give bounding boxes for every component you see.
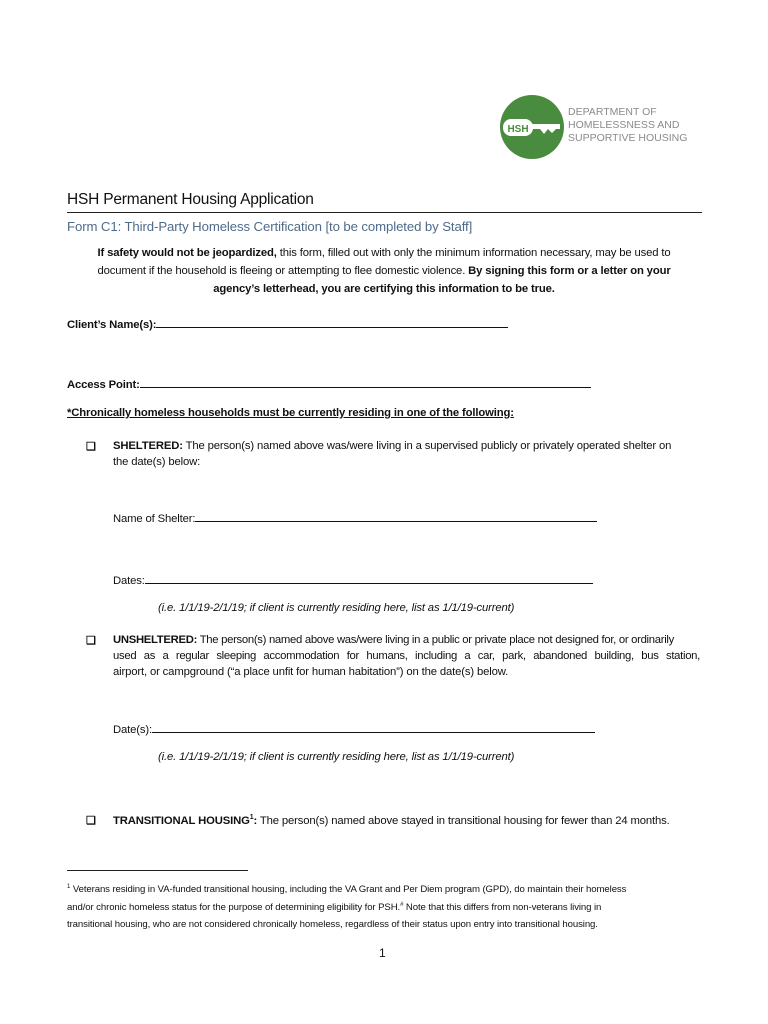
- shelter-name-label: Name of Shelter:: [113, 513, 196, 525]
- transitional-text: The person(s) named above stayed in transitional housing for fewer than 24 months.: [257, 814, 670, 827]
- intro-line-3: agency’s letterhead, you are certifying this information to be true.: [213, 283, 555, 295]
- unsheltered-line-3: airport, or campground (“a place unfit for human habitation”) on the date(s) below.: [113, 666, 509, 678]
- footnote-text-2b: Note that this differs from non-veterans living in: [403, 902, 602, 914]
- footnote-ref-hash: #: [400, 902, 404, 908]
- sheltered-dates-label: Dates:: [113, 575, 145, 587]
- footnote-rule: [67, 870, 248, 871]
- transitional-colon: :: [253, 814, 258, 827]
- page-title: HSH Permanent Housing Application: [67, 191, 314, 208]
- footnote-number: 1: [67, 884, 71, 890]
- footnote-line-3: transitional housing, who are not considered chronically homeless, regardless of their status upon entry into transitional housing.: [67, 919, 598, 930]
- title-rule: [67, 212, 702, 213]
- access-point-row: [67, 376, 591, 391]
- form-subtitle: Form C1: Third-Party Homeless Certification [to be completed by Staff]: [67, 219, 473, 234]
- unsheltered-dates-row: [113, 721, 595, 736]
- transitional-label: TRANSITIONAL HOUSING: [113, 814, 250, 827]
- shelter-name-row: [113, 510, 597, 525]
- sheltered-checkbox[interactable]: ❏: [86, 441, 96, 453]
- sheltered-label: SHELTERED:: [113, 440, 183, 452]
- access-point-label: Access Point:: [67, 379, 140, 391]
- requirement-note: *Chronically homeless households must be currently residing in one of the following:: [67, 407, 514, 419]
- footnote-ref[interactable]: 1: [249, 814, 254, 821]
- sheltered-text-1: The person(s) named above was/were living in a supervised publicly or privately operated shelter on: [182, 440, 672, 452]
- intro-text-1: this form, filled out with only the minimum information necessary, may be used to: [276, 247, 671, 259]
- shelter-name-field[interactable]: [195, 510, 597, 522]
- unsheltered-label: UNSHELTERED:: [113, 634, 198, 646]
- transitional-line: [113, 814, 670, 827]
- sheltered-dates-field[interactable]: [145, 572, 593, 584]
- unsheltered-dates-label: Date(s):: [113, 724, 152, 736]
- footnote-text-1: Veterans residing in VA-funded transitional housing, including the VA Grant and Per Diem program (GPD), do maintain their homeless: [70, 884, 627, 896]
- sheltered-line-1: [113, 440, 671, 452]
- intro-bold-2: By signing this form or a letter on your: [465, 265, 671, 277]
- logo-line-1: DEPARTMENT OF: [568, 106, 657, 118]
- access-point-field[interactable]: [140, 376, 591, 388]
- unsheltered-checkbox[interactable]: ❏: [86, 635, 96, 647]
- client-name-row: [67, 316, 508, 331]
- transitional-checkbox[interactable]: ❏: [86, 815, 96, 827]
- intro-line-2: [0, 265, 768, 277]
- unsheltered-line-1: [113, 634, 674, 646]
- hsh-logo: [498, 94, 698, 162]
- logo-line-3: SUPPORTIVE HOUSING: [568, 132, 688, 144]
- footnote-line-2: [67, 902, 601, 913]
- client-name-label: Client’s Name(s):: [67, 319, 157, 331]
- unsheltered-dates-note: (i.e. 1/1/19-2/1/19; if client is currently residing here, list as 1/1/19-current): [158, 751, 515, 763]
- sheltered-line-2: the date(s) below:: [113, 456, 201, 468]
- page-number: 1: [379, 946, 386, 960]
- intro-line-1: [0, 247, 768, 259]
- logo-line-2: HOMELESSNESS AND: [568, 119, 680, 131]
- footnote-text-2: and/or chronic homeless status for the purpose of determining eligibility for PSH.: [67, 902, 401, 914]
- unsheltered-text-1: The person(s) named above was/were living in a public or private place not designed for, or ordinarily: [197, 634, 674, 646]
- unsheltered-line-2: used as a regular sleeping accommodation for humans, including a car, park, abandoned building, bus station,: [113, 650, 700, 662]
- sheltered-dates-row: [113, 572, 593, 587]
- svg-text:HSH: HSH: [507, 124, 529, 135]
- footnote-line-1: [67, 884, 626, 895]
- client-name-field[interactable]: [156, 316, 508, 328]
- hsh-key-logo-icon: [498, 94, 566, 162]
- intro-bold-1: If safety would not be jeopardized,: [97, 247, 277, 259]
- intro-text-2: document if the household is fleeing or attempting to flee domestic violence.: [97, 265, 466, 277]
- unsheltered-dates-field[interactable]: [152, 721, 595, 733]
- sheltered-dates-note: (i.e. 1/1/19-2/1/19; if client is currently residing here, list as 1/1/19-current): [158, 602, 515, 614]
